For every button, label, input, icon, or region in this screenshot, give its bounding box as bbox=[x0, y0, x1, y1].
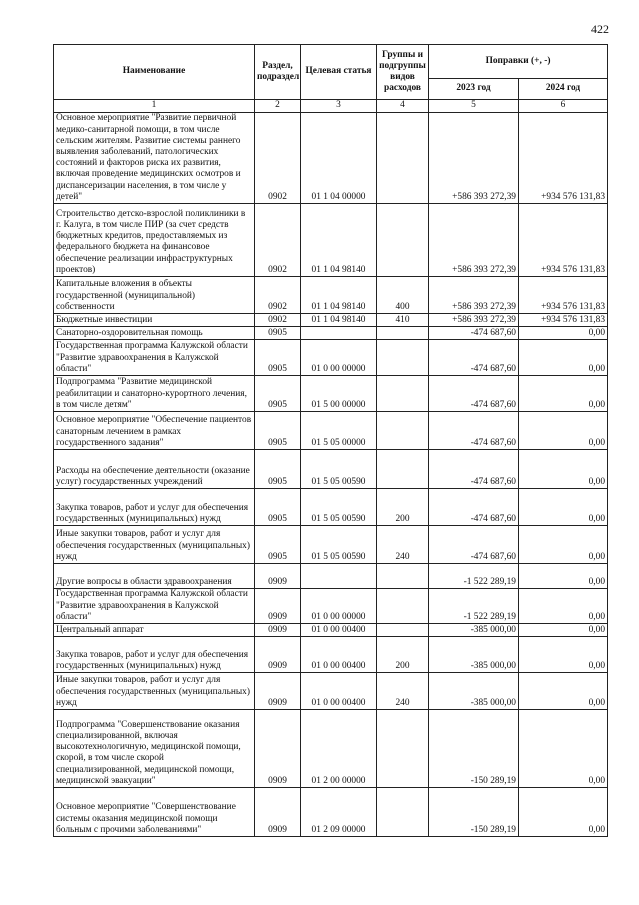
row-target: 01 5 05 00000 bbox=[301, 412, 377, 450]
row-section: 0902 bbox=[255, 277, 301, 314]
row-target: 01 0 00 00400 bbox=[301, 673, 377, 710]
row-group bbox=[377, 710, 429, 788]
table-body bbox=[54, 113, 608, 837]
row-target: 01 1 04 98140 bbox=[301, 277, 377, 314]
row-group: 400 bbox=[377, 277, 429, 314]
row-value-2024: 0,00 bbox=[519, 450, 608, 489]
row-name: Основное мероприятие "Развитие первичной медико-санитарной помощи, в том числе сельским жителям. Развитие системы раннего выявления заболеваний, патологических состояний и факторов риска их развития, включая проведение медицинских осмотров и диспансеризации населения, в том числе у детей" bbox=[54, 113, 255, 204]
table-row bbox=[54, 113, 608, 204]
header-target: Целевая статья bbox=[301, 45, 377, 100]
column-number: 6 bbox=[519, 100, 608, 113]
row-group bbox=[377, 589, 429, 624]
column-number: 1 bbox=[54, 100, 255, 113]
table-row bbox=[54, 327, 608, 340]
row-section: 0905 bbox=[255, 412, 301, 450]
row-section: 0902 bbox=[255, 204, 301, 277]
table-row bbox=[54, 624, 608, 637]
table-row bbox=[54, 450, 608, 489]
row-name: Капитальные вложения в объекты государственной (муниципальной) собственности bbox=[54, 277, 255, 314]
column-number: 5 bbox=[429, 100, 519, 113]
table-row bbox=[54, 637, 608, 673]
row-target: 01 5 05 00590 bbox=[301, 489, 377, 526]
row-value-2023: +586 393 272,39 bbox=[429, 314, 519, 327]
table-row bbox=[54, 564, 608, 589]
row-value-2024: 0,00 bbox=[519, 589, 608, 624]
row-target: 01 1 04 98140 bbox=[301, 204, 377, 277]
table-row bbox=[54, 673, 608, 710]
row-value-2023: -385 000,00 bbox=[429, 673, 519, 710]
row-name: Строительство детско-взрослой поликлиники в г. Калуга, в том числе ПИР (за счет средств бюджетных кредитов, предоставляемых из федерального бюджета на финансовое обеспечение реализации инфраструктурных проектов) bbox=[54, 204, 255, 277]
row-section: 0909 bbox=[255, 788, 301, 837]
row-target: 01 5 00 00000 bbox=[301, 376, 377, 412]
row-name: Закупка товаров, работ и услуг для обеспечения государственных (муниципальных) нужд bbox=[54, 489, 255, 526]
row-group: 240 bbox=[377, 526, 429, 564]
row-name: Основное мероприятие "Обеспечение пациентов санаторным лечением в рамках государственного задания" bbox=[54, 412, 255, 450]
table-row bbox=[54, 314, 608, 327]
table-row bbox=[54, 376, 608, 412]
row-value-2024: 0,00 bbox=[519, 637, 608, 673]
row-group: 200 bbox=[377, 489, 429, 526]
row-value-2023: -1 522 289,19 bbox=[429, 564, 519, 589]
row-target: 01 1 04 00000 bbox=[301, 113, 377, 204]
row-name: Иные закупки товаров, работ и услуг для обеспечения государственных (муниципальных) нужд bbox=[54, 526, 255, 564]
row-value-2023: -474 687,60 bbox=[429, 340, 519, 376]
row-group bbox=[377, 624, 429, 637]
row-value-2024: 0,00 bbox=[519, 673, 608, 710]
row-value-2023: -150 289,19 bbox=[429, 788, 519, 837]
row-section: 0902 bbox=[255, 314, 301, 327]
row-name: Расходы на обеспечение деятельности (оказание услуг) государственных учреждений bbox=[54, 450, 255, 489]
row-name: Основное мероприятие "Совершенствование системы оказания медицинской помощи больным с прочими заболеваниями" bbox=[54, 788, 255, 837]
table-row bbox=[54, 340, 608, 376]
row-target: 01 2 09 00000 bbox=[301, 788, 377, 837]
table-row bbox=[54, 489, 608, 526]
row-section: 0905 bbox=[255, 450, 301, 489]
row-section: 0909 bbox=[255, 637, 301, 673]
column-number: 4 bbox=[377, 100, 429, 113]
row-target: 01 0 00 00400 bbox=[301, 637, 377, 673]
table-row bbox=[54, 788, 608, 837]
row-group bbox=[377, 327, 429, 340]
table-row bbox=[54, 710, 608, 788]
column-number: 2 bbox=[255, 100, 301, 113]
row-name: Закупка товаров, работ и услуг для обеспечения государственных (муниципальных) нужд bbox=[54, 637, 255, 673]
row-name: Санаторно-оздоровительная помощь bbox=[54, 327, 255, 340]
table-row bbox=[54, 204, 608, 277]
row-group: 410 bbox=[377, 314, 429, 327]
row-group: 200 bbox=[377, 637, 429, 673]
row-target: 01 2 00 00000 bbox=[301, 710, 377, 788]
row-value-2023: -474 687,60 bbox=[429, 450, 519, 489]
row-target: 01 0 00 00000 bbox=[301, 340, 377, 376]
row-value-2023: -1 522 289,19 bbox=[429, 589, 519, 624]
row-value-2023: -474 687,60 bbox=[429, 376, 519, 412]
row-group bbox=[377, 204, 429, 277]
page-number: 422 bbox=[591, 22, 609, 36]
row-name: Подпрограмма "Развитие медицинской реабилитации и санаторно-курортного лечения, в том числе детям" bbox=[54, 376, 255, 412]
row-target: 01 1 04 98140 bbox=[301, 314, 377, 327]
row-section: 0905 bbox=[255, 489, 301, 526]
column-numbers-row bbox=[54, 100, 608, 113]
row-section: 0902 bbox=[255, 113, 301, 204]
header-section: Раздел, подраздел bbox=[255, 45, 301, 100]
row-value-2024: 0,00 bbox=[519, 526, 608, 564]
row-target: 01 0 00 00000 bbox=[301, 589, 377, 624]
row-value-2024: +934 576 131,83 bbox=[519, 113, 608, 204]
row-group bbox=[377, 376, 429, 412]
row-section: 0905 bbox=[255, 526, 301, 564]
row-group bbox=[377, 412, 429, 450]
row-section: 0905 bbox=[255, 327, 301, 340]
header-year-2024: 2024 год bbox=[519, 79, 608, 100]
row-value-2023: +586 393 272,39 bbox=[429, 204, 519, 277]
row-value-2024: 0,00 bbox=[519, 340, 608, 376]
row-group bbox=[377, 450, 429, 489]
table-row bbox=[54, 526, 608, 564]
row-name: Другие вопросы в области здравоохранения bbox=[54, 564, 255, 589]
row-section: 0909 bbox=[255, 589, 301, 624]
row-value-2023: -474 687,60 bbox=[429, 526, 519, 564]
row-value-2023: -150 289,19 bbox=[429, 710, 519, 788]
row-group bbox=[377, 340, 429, 376]
column-number: 3 bbox=[301, 100, 377, 113]
row-section: 0905 bbox=[255, 376, 301, 412]
table-row bbox=[54, 412, 608, 450]
row-value-2023: -385 000,00 bbox=[429, 637, 519, 673]
row-target: 01 0 00 00400 bbox=[301, 624, 377, 637]
table-row bbox=[54, 589, 608, 624]
row-value-2024: +934 576 131,83 bbox=[519, 277, 608, 314]
header-amendments: Поправки (+, -) bbox=[429, 45, 608, 79]
header-groups: Группы и подгруппы видов расходов bbox=[377, 45, 429, 100]
row-section: 0909 bbox=[255, 624, 301, 637]
row-target: 01 5 05 00590 bbox=[301, 450, 377, 489]
row-target: 01 5 05 00590 bbox=[301, 526, 377, 564]
row-target bbox=[301, 564, 377, 589]
row-value-2023: +586 393 272,39 bbox=[429, 277, 519, 314]
row-group: 240 bbox=[377, 673, 429, 710]
budget-amendments-table bbox=[53, 44, 608, 837]
row-section: 0909 bbox=[255, 710, 301, 788]
row-value-2024: 0,00 bbox=[519, 710, 608, 788]
row-value-2024: 0,00 bbox=[519, 412, 608, 450]
row-value-2024: 0,00 bbox=[519, 624, 608, 637]
row-name: Подпрограмма "Совершенствование оказания специализированной, включая высокотехнологичную, медицинской помощи, скорой, в том числе скорой специализированной, медицинской помощи, медицинской эвакуации" bbox=[54, 710, 255, 788]
row-group bbox=[377, 788, 429, 837]
row-name: Государственная программа Калужской области "Развитие здравоохранения в Калужской области" bbox=[54, 589, 255, 624]
row-value-2024: +934 576 131,83 bbox=[519, 204, 608, 277]
row-value-2023: -474 687,60 bbox=[429, 412, 519, 450]
row-value-2023: +586 393 272,39 bbox=[429, 113, 519, 204]
row-value-2024: +934 576 131,83 bbox=[519, 314, 608, 327]
row-value-2023: -474 687,60 bbox=[429, 489, 519, 526]
row-value-2024: 0,00 bbox=[519, 489, 608, 526]
row-group bbox=[377, 113, 429, 204]
row-value-2024: 0,00 bbox=[519, 564, 608, 589]
row-group bbox=[377, 564, 429, 589]
header-name: Наименование bbox=[54, 45, 255, 100]
row-value-2024: 0,00 bbox=[519, 376, 608, 412]
row-name: Бюджетные инвестиции bbox=[54, 314, 255, 327]
row-value-2023: -474 687,60 bbox=[429, 327, 519, 340]
row-value-2024: 0,00 bbox=[519, 327, 608, 340]
row-name: Центральный аппарат bbox=[54, 624, 255, 637]
row-target bbox=[301, 327, 377, 340]
row-section: 0909 bbox=[255, 564, 301, 589]
row-name: Государственная программа Калужской области "Развитие здравоохранения в Калужской области" bbox=[54, 340, 255, 376]
header-year-2023: 2023 год bbox=[429, 79, 519, 100]
row-value-2024: 0,00 bbox=[519, 788, 608, 837]
row-name: Иные закупки товаров, работ и услуг для обеспечения государственных (муниципальных) нужд bbox=[54, 673, 255, 710]
row-section: 0909 bbox=[255, 673, 301, 710]
table-row bbox=[54, 277, 608, 314]
row-value-2023: -385 000,00 bbox=[429, 624, 519, 637]
row-section: 0905 bbox=[255, 340, 301, 376]
